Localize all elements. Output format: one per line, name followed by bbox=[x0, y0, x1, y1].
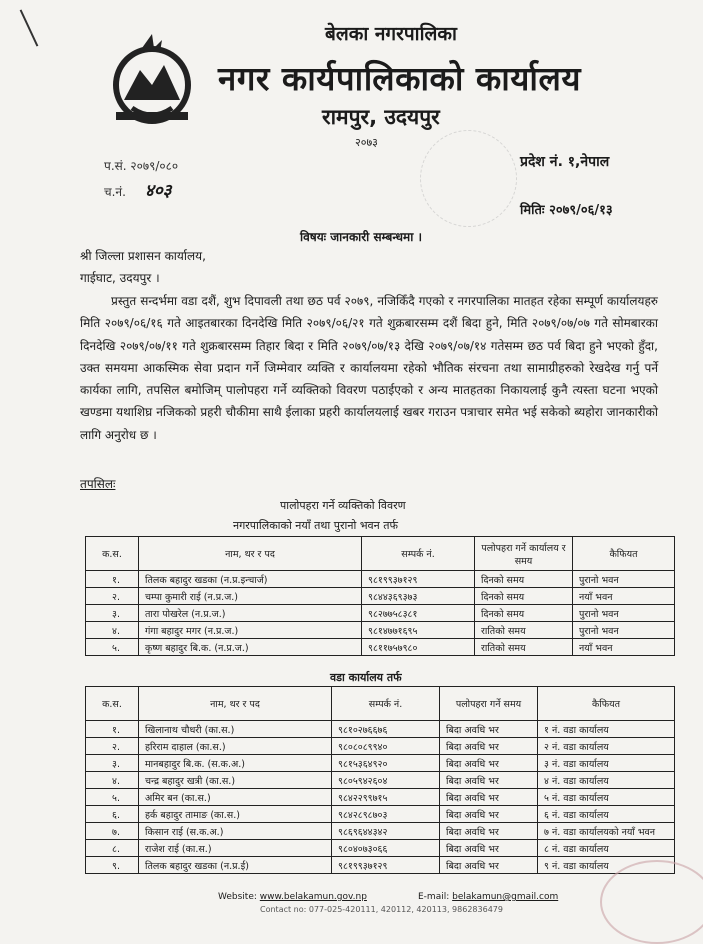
cell-serial: १. bbox=[86, 571, 139, 588]
duty-table-municipal bbox=[85, 536, 675, 656]
cell-contact: ९८०५९४२६०४ bbox=[332, 772, 440, 789]
cell-serial: ३. bbox=[86, 605, 139, 622]
table-row bbox=[86, 721, 675, 738]
cell-name: तारा पोखरेल (न.प्र.ज.) bbox=[139, 605, 362, 622]
table1-subtitle: नगरपालिकाको नयाँ तथा पुरानो भवन तर्फ bbox=[233, 519, 399, 532]
col-serial: क.स. bbox=[86, 537, 139, 571]
cell-remarks: १ नं. वडा कार्यालय bbox=[538, 721, 675, 738]
cell-duty-time: बिदा अवधि भर bbox=[440, 789, 538, 806]
cell-name: मानबहादुर बि.क. (स.क.अ.) bbox=[139, 755, 332, 772]
dispatch-label: च.नं. bbox=[104, 185, 126, 199]
cell-serial: ३. bbox=[86, 755, 139, 772]
dispatch-number: ४०३ bbox=[145, 181, 172, 201]
cell-name: हरिराम दाहाल (का.स.) bbox=[139, 738, 332, 755]
cell-contact: ९८१९९३७१२९ bbox=[362, 571, 475, 588]
faded-stamp bbox=[420, 130, 517, 227]
municipality-name: बेलका नगरपालिका bbox=[325, 23, 457, 45]
table-row bbox=[86, 840, 675, 857]
email-label: E-mail: bbox=[418, 892, 450, 902]
table-row bbox=[86, 806, 675, 823]
duty-table-ward bbox=[85, 686, 675, 874]
cell-duty-time: बिदा अवधि भर bbox=[440, 721, 538, 738]
footer-contact: Contact no: 077-025-420111, 420112, 420113, 9862836479 bbox=[260, 905, 503, 914]
cell-contact: ९८४४३६९३७३ bbox=[362, 588, 475, 605]
col-serial: क.स. bbox=[86, 687, 139, 721]
pen-mark bbox=[20, 9, 39, 46]
cell-remarks: ८ नं. वडा कार्यालय bbox=[538, 840, 675, 857]
table2-title: वडा कार्यालय तर्फ bbox=[330, 671, 402, 684]
cell-name: खिलानाथ चौधरी (का.स.) bbox=[139, 721, 332, 738]
cell-duty-time: बिदा अवधि भर bbox=[440, 840, 538, 857]
cell-serial: ९. bbox=[86, 857, 139, 874]
letter-subject: विषयः जानकारी सम्बन्धमा । bbox=[300, 230, 423, 244]
table-row bbox=[86, 789, 675, 806]
cell-remarks: पुरानो भवन bbox=[573, 605, 675, 622]
cell-name: तिलक बहादुर खडका (न.प्र.ई) bbox=[139, 857, 332, 874]
cell-duty-time: बिदा अवधि भर bbox=[440, 857, 538, 874]
table-row bbox=[86, 772, 675, 789]
table-row bbox=[86, 605, 675, 622]
cell-name: चम्पा कुमारी राई (न.प्र.ज.) bbox=[139, 588, 362, 605]
website-label: Website: bbox=[218, 892, 257, 902]
cell-duty-time: रातिको समय bbox=[475, 639, 573, 656]
col-remarks: कैफियत bbox=[538, 687, 675, 721]
table-row bbox=[86, 571, 675, 588]
table1-title: पालोपहरा गर्ने व्यक्तिको विवरण bbox=[280, 499, 406, 512]
cell-remarks: ३ नं. वडा कार्यालय bbox=[538, 755, 675, 772]
cell-duty-time: बिदा अवधि भर bbox=[440, 772, 538, 789]
footer-email bbox=[418, 892, 558, 902]
col-name: नाम, थर र पद bbox=[139, 537, 362, 571]
footer-website bbox=[218, 892, 367, 902]
cell-contact: ९८११७५७९८० bbox=[362, 639, 475, 656]
col-name: नाम, थर र पद bbox=[139, 687, 332, 721]
cell-duty-time: दिनको समय bbox=[475, 571, 573, 588]
letter-date: मितिः २०७९/०६/१३ bbox=[520, 203, 613, 218]
table-row bbox=[86, 823, 675, 840]
cell-serial: १. bbox=[86, 721, 139, 738]
cell-duty-time: दिनको समय bbox=[475, 605, 573, 622]
cell-remarks: पुरानो भवन bbox=[573, 571, 675, 588]
cell-serial: २. bbox=[86, 738, 139, 755]
cell-name: चन्द्र बहादुर खत्री (का.स.) bbox=[139, 772, 332, 789]
cell-name: गंगा बहादुर मगर (न.प्र.ज.) bbox=[139, 622, 362, 639]
cell-contact: ९८१०२७६६७६ bbox=[332, 721, 440, 738]
recipient-name: श्री जिल्ला प्रशासन कार्यालय, bbox=[80, 249, 206, 263]
cell-contact: ९८४२८९८७०३ bbox=[332, 806, 440, 823]
cell-duty-time: दिनको समय bbox=[475, 588, 573, 605]
table-row bbox=[86, 755, 675, 772]
website-link[interactable]: www.belakamun.gov.np bbox=[259, 892, 367, 902]
details-heading: तपसिलः bbox=[80, 477, 116, 491]
cell-contact: ९८०८०८९९४० bbox=[332, 738, 440, 755]
letter-body: प्रस्तुत सन्दर्भमा वडा दशैं, शुभ दिपावली तथा छठ पर्व २०७९, नजिकिँदै गएको र नगरपालिका मातहत रहेका सम्पूर्ण कार्यालयहरु मिति २०७९/०६/१६ गते आइतबारका दिनदेखि मिति २०७९/०६/२१ गते शुक्रबारसम्म दशैं बिदा हुने, मिति २०७९/०७/०७ गते सोमबारका दिनदेखि २०७९/०७/११ गते शुक्रबारसम्म तिहार बिदा र मिति २०७९/०७/१३ देखि २०७९/०७/१४ गतेसम्म छठ पर्व बिदा हुने भएको हुँदा, उक्त समयमा आकस्मिक सेवा प्रदान गर्ने जिम्मेवार व्यक्ति र कार्यालयमा रहेको भौतिक संरचना तथा सामाग्रीहरुको रेखदेख गर्नु पर्ने कार्यका लागि, तपसिल बमोजिम् पालोपहरा गर्ने व्यक्तिको विवरण पठाईएको र अन्य मातहतका निकायलाई कुनै त्यस्ता घटना भएको खण्डमा यथाशिघ्र नजिकको प्रहरी चौकीमा साथै ईलाका प्रहरी कार्यालयलाई खबर गराउन पत्राचार समेत भई सकेको ब्यहोरा जानकारीको लागि अनुरोध छ । bbox=[80, 294, 658, 442]
cell-remarks: ५ नं. वडा कार्यालय bbox=[538, 789, 675, 806]
cell-serial: ६. bbox=[86, 806, 139, 823]
cell-contact: ९८०४०७३०६६ bbox=[332, 840, 440, 857]
nepal-emblem-icon bbox=[102, 30, 202, 130]
table-row bbox=[86, 622, 675, 639]
province-label: प्रदेश नं. १,नेपाल bbox=[520, 154, 610, 170]
cell-remarks: ७ नं. वडा कार्यालयको नयाँ भवन bbox=[538, 823, 675, 840]
cell-duty-time: बिदा अवधि भर bbox=[440, 738, 538, 755]
table-row bbox=[86, 588, 675, 605]
cell-name: हर्क बहादुर तामाङ (का.स.) bbox=[139, 806, 332, 823]
cell-remarks: नयाँ भवन bbox=[573, 588, 675, 605]
email-link[interactable]: belakamun@gmail.com bbox=[452, 892, 559, 902]
cell-remarks: २ नं. वडा कार्यालय bbox=[538, 738, 675, 755]
col-contact: सम्पर्क नं. bbox=[362, 537, 475, 571]
col-remarks: कैफियत bbox=[573, 537, 675, 571]
cell-name: राजेश राई (का.स.) bbox=[139, 840, 332, 857]
office-stamp bbox=[600, 860, 703, 944]
cell-name: किसान राई (स.क.अ.) bbox=[139, 823, 332, 840]
cell-duty-time: रातिको समय bbox=[475, 622, 573, 639]
cell-serial: ५. bbox=[86, 639, 139, 656]
cell-contact: ९८२७७५८३८१ bbox=[362, 605, 475, 622]
cell-contact: ९८१४७७१६९५ bbox=[362, 622, 475, 639]
col-duty-time: पलोपहरा गर्ने समय bbox=[440, 687, 538, 721]
cell-duty-time: बिदा अवधि भर bbox=[440, 755, 538, 772]
letter-reference-number: प.सं. २०७९/०८० bbox=[104, 159, 179, 173]
cell-name: कृष्ण बहादुर बि.क. (न.प्र.ज.) bbox=[139, 639, 362, 656]
office-name: नगर कार्यपालिकाको कार्यालय bbox=[218, 59, 581, 98]
cell-serial: ४. bbox=[86, 622, 139, 639]
cell-name: अमिर बन (का.स.) bbox=[139, 789, 332, 806]
table-row bbox=[86, 738, 675, 755]
cell-remarks: ६ नं. वडा कार्यालय bbox=[538, 806, 675, 823]
cell-serial: ७. bbox=[86, 823, 139, 840]
cell-serial: ४. bbox=[86, 772, 139, 789]
table-row bbox=[86, 639, 675, 656]
cell-contact: ९८४२२९९७१५ bbox=[332, 789, 440, 806]
cell-remarks: ४ नं. वडा कार्यालय bbox=[538, 772, 675, 789]
recipient-address: गाईघाट, उदयपुर । bbox=[80, 271, 160, 285]
cell-remarks: ९ नं. वडा कार्यालय bbox=[538, 857, 675, 874]
cell-contact: ९८६९६४४३४२ bbox=[332, 823, 440, 840]
cell-serial: ८. bbox=[86, 840, 139, 857]
cell-remarks: नयाँ भवन bbox=[573, 639, 675, 656]
col-duty-time: पलोपहरा गर्ने कार्यालय र समय bbox=[475, 537, 573, 571]
cell-duty-time: बिदा अवधि भर bbox=[440, 823, 538, 840]
col-contact: सम्पर्क नं. bbox=[332, 687, 440, 721]
table-row bbox=[86, 857, 675, 874]
cell-contact: ९८१९९३७१२९ bbox=[332, 857, 440, 874]
cell-duty-time: बिदा अवधि भर bbox=[440, 806, 538, 823]
cell-contact: ९८१५३६४९२० bbox=[332, 755, 440, 772]
established-year: २०७३ bbox=[355, 136, 378, 149]
cell-serial: २. bbox=[86, 588, 139, 605]
cell-name: तिलक बहादुर खडका (न.प्र.इन्चार्ज) bbox=[139, 571, 362, 588]
cell-remarks: पुरानो भवन bbox=[573, 622, 675, 639]
cell-serial: ५. bbox=[86, 789, 139, 806]
office-address: रामपुर, उदयपुर bbox=[322, 105, 440, 129]
